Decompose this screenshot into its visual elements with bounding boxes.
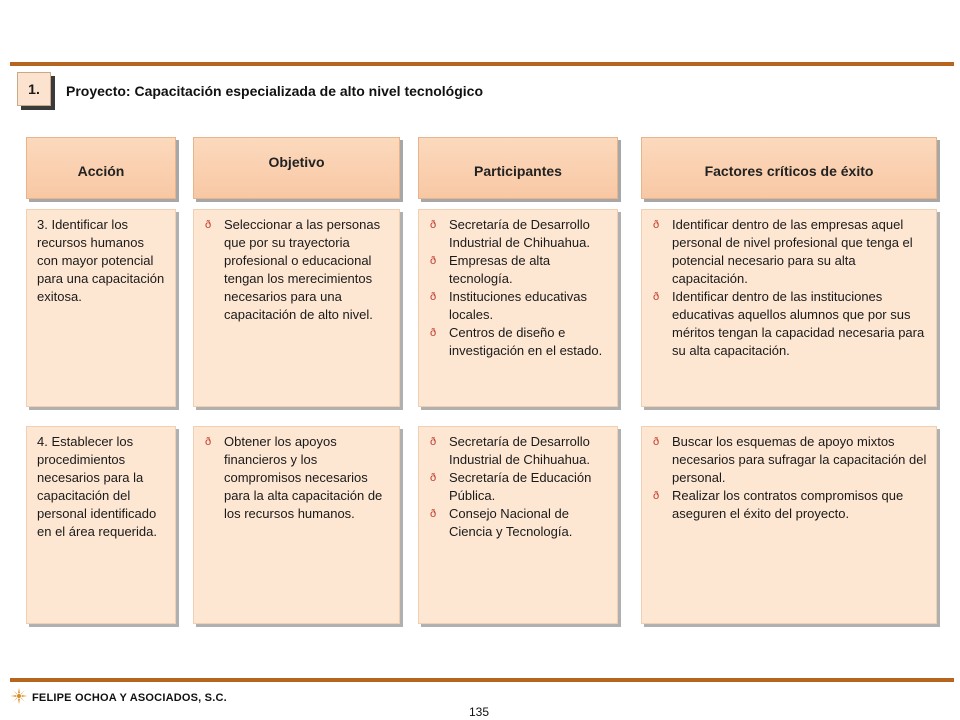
bottom-rule [10,678,954,682]
arrow-bullet-icon: ð [653,436,660,448]
objetivo-card-2 [193,426,400,624]
list-item: ð Instituciones educativas locales. [430,289,588,322]
top-rule [10,62,954,66]
list-item: ð Realizar los contratos compromisos que aseguren el éxito del proyecto. [653,488,904,521]
section-number-box: 1. [17,72,51,106]
page-number: 135 [469,705,490,719]
header-accion [26,137,176,199]
arrow-bullet-icon: ð [653,490,660,502]
header-objetivo-label: Objetivo [268,154,325,170]
list-item: ð Obtener los apoyos financieros y los compromisos necesarios para la alta capacitación de los recursos humanos. [205,434,383,521]
factores-card-2 [641,426,937,624]
accion-card-2 [26,426,176,624]
arrow-bullet-icon: ð [430,508,437,520]
accion-text: 3. Identificar los recursos humanos con mayor potencial para una capacitación exitosa. [37,217,165,304]
factores-list [652,433,928,523]
arrow-bullet-icon: ð [653,291,660,303]
objetivo-list [204,433,391,523]
factores-card-1 [641,209,937,407]
header-factores [641,137,937,199]
list-item: ð Empresas de alta tecnología. [430,253,551,286]
header-participantes [418,137,618,199]
objetivo-card-1 [193,209,400,407]
list-item: ð Identificar dentro de las empresas aquel personal de nivel profesional que tenga el potencial necesario para su alta capacitación. [653,217,913,286]
factores-list [652,216,928,360]
participantes-card-2 [418,426,618,624]
header-accion-label: Acción [77,163,125,179]
arrow-bullet-icon: ð [430,219,437,231]
header-participantes-label: Participantes [474,163,562,179]
list-item: ð Secretaría de Desarrollo Industrial de Chihuahua. [430,217,590,250]
footer-company-name: FELIPE OCHOA Y ASOCIADOS, S.C. [32,692,227,704]
list-item: ð Centros de diseño e investigación en el estado. [430,325,603,358]
company-logo-icon [10,687,28,705]
arrow-bullet-icon: ð [430,472,437,484]
objetivo-list [204,216,391,324]
arrow-bullet-icon: ð [205,219,212,231]
arrow-bullet-icon: ð [430,255,437,267]
list-item: ð Secretaría de Educación Pública. [430,470,592,503]
list-item: ð Consejo Nacional de Ciencia y Tecnología. [430,506,573,539]
list-item: ð Identificar dentro de las instituciones educativas aquellos alumnos que por sus méritos tengan la capacidad necesaria para su alta capacitación. [653,289,925,358]
page-title: Proyecto: Capacitación especializada de alto nivel tecnológico [66,83,484,99]
arrow-bullet-icon: ð [205,436,212,448]
arrow-bullet-icon: ð [430,436,437,448]
list-item: ð Secretaría de Desarrollo Industrial de Chihuahua. [430,434,590,467]
accion-card-1 [26,209,176,407]
arrow-bullet-icon: ð [653,219,660,231]
participantes-card-1 [418,209,618,407]
accion-text: 4. Establecer los procedimientos necesarios para la capacitación del personal identificado en el área requerida. [37,434,157,539]
participantes-list [429,433,609,541]
header-objetivo [193,137,400,199]
list-item: ð Seleccionar a las personas que por su trayectoria profesional o educacional tengan los merecimientos necesarios para una capacitación de alto nivel. [205,217,381,322]
arrow-bullet-icon: ð [430,291,437,303]
participantes-list [429,216,609,360]
arrow-bullet-icon: ð [430,327,437,339]
header-factores-label: Factores críticos de éxito [704,163,874,179]
list-item: ð Buscar los esquemas de apoyo mixtos necesarios para sufragar la capacitación del personal. [653,434,927,485]
